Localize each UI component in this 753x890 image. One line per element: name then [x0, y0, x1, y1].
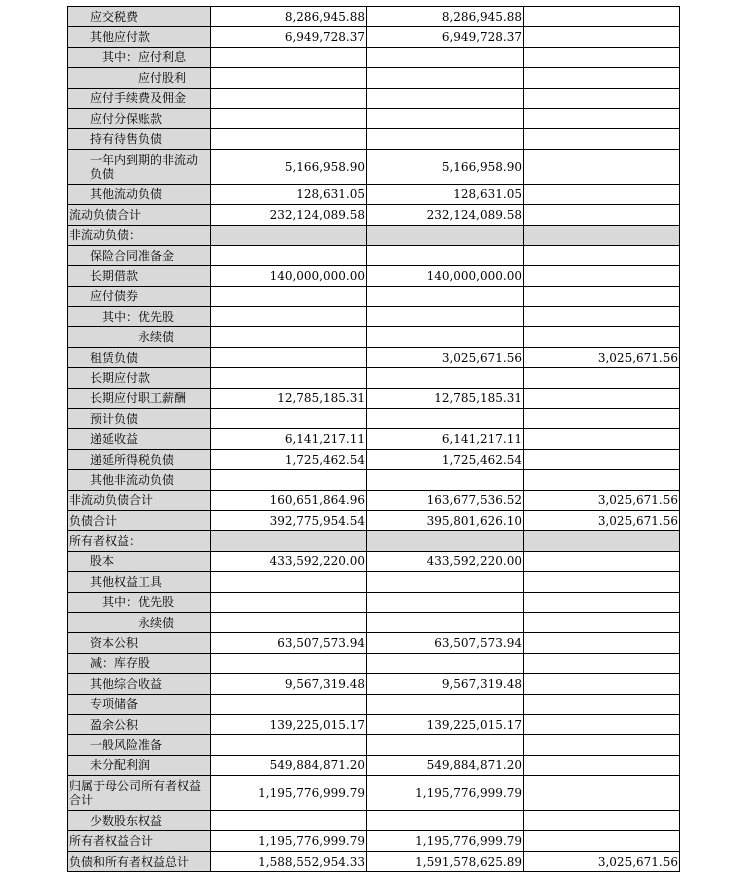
adjusted-value — [367, 286, 524, 306]
adjusted-value — [367, 307, 524, 327]
current-period-value — [211, 470, 367, 490]
adjusted-value: 5,166,958.90 — [367, 149, 524, 184]
table-row — [68, 633, 680, 653]
adjustment-value — [524, 572, 680, 592]
current-period-value: 392,775,954.54 — [211, 510, 367, 530]
adjusted-value — [367, 245, 524, 265]
row-label: 其他流动负债 — [68, 184, 211, 204]
current-period-value: 549,884,871.20 — [211, 755, 367, 775]
adjustment-value — [524, 776, 680, 811]
current-period-value — [211, 572, 367, 592]
table-row — [68, 409, 680, 429]
current-period-value — [211, 811, 367, 831]
adjustment-value — [524, 811, 680, 831]
current-period-value: 6,141,217.11 — [211, 429, 367, 449]
row-label: 预计负债 — [68, 409, 211, 429]
table-row — [68, 714, 680, 734]
row-label: 所有者权益： — [68, 531, 211, 551]
adjustment-value — [524, 735, 680, 755]
section-header-row — [68, 531, 680, 551]
adjusted-value — [367, 531, 524, 551]
adjustment-value — [524, 714, 680, 734]
row-label: 应付分保账款 — [68, 108, 211, 128]
table-row — [68, 68, 680, 88]
table-row — [68, 572, 680, 592]
current-period-value — [211, 245, 367, 265]
current-period-value — [211, 286, 367, 306]
current-period-value: 5,166,958.90 — [211, 149, 367, 184]
current-period-value — [211, 592, 367, 612]
table-row — [68, 184, 680, 204]
row-label: 长期借款 — [68, 266, 211, 286]
current-period-value: 139,225,015.17 — [211, 714, 367, 734]
row-label: 持有待售负债 — [68, 129, 211, 149]
row-label: 应付债券 — [68, 286, 211, 306]
adjusted-value: 6,949,728.37 — [367, 27, 524, 47]
table-row — [68, 108, 680, 128]
current-period-value — [211, 307, 367, 327]
adjustment-value — [524, 307, 680, 327]
table-row — [68, 674, 680, 694]
table-row — [68, 47, 680, 67]
table-row — [68, 368, 680, 388]
adjusted-value: 128,631.05 — [367, 184, 524, 204]
row-label: 长期应付职工薪酬 — [68, 388, 211, 408]
table-row — [68, 592, 680, 612]
row-label: 减：库存股 — [68, 653, 211, 673]
current-period-value: 1,195,776,999.79 — [211, 776, 367, 811]
current-period-value — [211, 409, 367, 429]
row-label: 永续债 — [68, 327, 211, 347]
table-row — [68, 129, 680, 149]
adjusted-value — [367, 368, 524, 388]
table-row — [68, 851, 680, 871]
adjusted-value: 549,884,871.20 — [367, 755, 524, 775]
adjustment-value — [524, 7, 680, 27]
table-row — [68, 307, 680, 327]
adjustment-value — [524, 755, 680, 775]
current-period-value: 1,195,776,999.79 — [211, 831, 367, 851]
adjustment-value — [524, 470, 680, 490]
adjustment-value — [524, 327, 680, 347]
current-period-value — [211, 694, 367, 714]
table-row — [68, 27, 680, 47]
adjustment-value — [524, 633, 680, 653]
adjusted-value: 63,507,573.94 — [367, 633, 524, 653]
current-period-value — [211, 225, 367, 245]
table-row — [68, 245, 680, 265]
adjustment-value — [524, 388, 680, 408]
row-label: 流动负债合计 — [68, 205, 211, 225]
current-period-value: 1,588,552,954.33 — [211, 851, 367, 871]
row-label: 其中：应付利息 — [68, 47, 211, 67]
row-label: 其中：优先股 — [68, 592, 211, 612]
current-period-value: 232,124,089.58 — [211, 205, 367, 225]
row-label: 递延收益 — [68, 429, 211, 449]
row-label: 归属于母公司所有者权益合计 — [68, 776, 211, 811]
current-period-value — [211, 653, 367, 673]
adjustment-value — [524, 531, 680, 551]
adjustment-value: 3,025,671.56 — [524, 347, 680, 367]
adjustment-value: 3,025,671.56 — [524, 490, 680, 510]
adjusted-value: 3,025,671.56 — [367, 347, 524, 367]
current-period-value — [211, 347, 367, 367]
current-period-value — [211, 108, 367, 128]
adjusted-value: 1,195,776,999.79 — [367, 776, 524, 811]
row-label: 其中：优先股 — [68, 307, 211, 327]
current-period-value — [211, 129, 367, 149]
row-label: 递延所得税负债 — [68, 449, 211, 469]
table-row — [68, 612, 680, 632]
table-row — [68, 149, 680, 184]
current-period-value: 1,725,462.54 — [211, 449, 367, 469]
adjusted-value — [367, 129, 524, 149]
adjustment-value — [524, 184, 680, 204]
adjusted-value — [367, 470, 524, 490]
adjustment-value — [524, 831, 680, 851]
table-row — [68, 429, 680, 449]
adjusted-value: 232,124,089.58 — [367, 205, 524, 225]
adjustment-value — [524, 592, 680, 612]
adjustment-value — [524, 266, 680, 286]
current-period-value: 128,631.05 — [211, 184, 367, 204]
row-label: 非流动负债合计 — [68, 490, 211, 510]
row-label: 盈余公积 — [68, 714, 211, 734]
adjustment-value — [524, 129, 680, 149]
current-period-value: 433,592,220.00 — [211, 551, 367, 571]
table-row — [68, 205, 680, 225]
adjusted-value: 1,591,578,625.89 — [367, 851, 524, 871]
row-label: 永续债 — [68, 612, 211, 632]
adjustment-value — [524, 47, 680, 67]
table-row — [68, 755, 680, 775]
row-label: 一年内到期的非流动负债 — [68, 149, 211, 184]
adjustment-value — [524, 286, 680, 306]
adjustment-value — [524, 449, 680, 469]
current-period-value — [211, 735, 367, 755]
row-label: 应付股利 — [68, 68, 211, 88]
row-label: 租赁负债 — [68, 347, 211, 367]
adjustment-value — [524, 245, 680, 265]
adjusted-value: 140,000,000.00 — [367, 266, 524, 286]
row-label: 少数股东权益 — [68, 811, 211, 831]
adjusted-value — [367, 572, 524, 592]
table-row — [68, 449, 680, 469]
adjustment-value — [524, 674, 680, 694]
adjustment-value — [524, 368, 680, 388]
row-label: 非流动负债： — [68, 225, 211, 245]
table-row — [68, 490, 680, 510]
table-row — [68, 694, 680, 714]
current-period-value — [211, 68, 367, 88]
table-row — [68, 327, 680, 347]
adjustment-value — [524, 205, 680, 225]
adjusted-value: 433,592,220.00 — [367, 551, 524, 571]
adjusted-value: 1,725,462.54 — [367, 449, 524, 469]
adjusted-value — [367, 108, 524, 128]
adjusted-value — [367, 612, 524, 632]
row-label: 资本公积 — [68, 633, 211, 653]
adjustment-value — [524, 653, 680, 673]
adjustment-value: 3,025,671.56 — [524, 510, 680, 530]
table-row — [68, 7, 680, 27]
current-period-value — [211, 612, 367, 632]
current-period-value: 12,785,185.31 — [211, 388, 367, 408]
adjusted-value: 163,677,536.52 — [367, 490, 524, 510]
adjusted-value — [367, 592, 524, 612]
table-row — [68, 266, 680, 286]
adjusted-value — [367, 88, 524, 108]
adjustment-value — [524, 694, 680, 714]
table-row — [68, 653, 680, 673]
table-row — [68, 388, 680, 408]
adjustment-value — [524, 108, 680, 128]
adjustment-value — [524, 27, 680, 47]
adjusted-value — [367, 811, 524, 831]
row-label: 负债合计 — [68, 510, 211, 530]
row-label: 保险合同准备金 — [68, 245, 211, 265]
adjustment-value — [524, 225, 680, 245]
table-row — [68, 510, 680, 530]
balance-sheet-table — [67, 6, 680, 872]
row-label: 所有者权益合计 — [68, 831, 211, 851]
table-row — [68, 470, 680, 490]
adjustment-value — [524, 149, 680, 184]
balance-sheet-body — [68, 7, 680, 872]
adjusted-value: 395,801,626.10 — [367, 510, 524, 530]
adjusted-value: 12,785,185.31 — [367, 388, 524, 408]
adjusted-value — [367, 653, 524, 673]
table-row — [68, 551, 680, 571]
table-row — [68, 776, 680, 811]
current-period-value: 160,651,864.96 — [211, 490, 367, 510]
current-period-value: 140,000,000.00 — [211, 266, 367, 286]
row-label: 其他非流动负债 — [68, 470, 211, 490]
adjusted-value: 9,567,319.48 — [367, 674, 524, 694]
adjusted-value — [367, 47, 524, 67]
table-row — [68, 88, 680, 108]
adjustment-value — [524, 409, 680, 429]
row-label: 长期应付款 — [68, 368, 211, 388]
adjusted-value — [367, 327, 524, 347]
row-label: 股本 — [68, 551, 211, 571]
table-row — [68, 735, 680, 755]
adjusted-value — [367, 694, 524, 714]
row-label: 负债和所有者权益总计 — [68, 851, 211, 871]
row-label: 其他应付款 — [68, 27, 211, 47]
row-label: 未分配利润 — [68, 755, 211, 775]
table-row — [68, 811, 680, 831]
adjustment-value: 3,025,671.56 — [524, 851, 680, 871]
row-label: 应交税费 — [68, 7, 211, 27]
adjusted-value: 8,286,945.88 — [367, 7, 524, 27]
current-period-value: 9,567,319.48 — [211, 674, 367, 694]
current-period-value: 8,286,945.88 — [211, 7, 367, 27]
adjustment-value — [524, 88, 680, 108]
adjusted-value — [367, 409, 524, 429]
table-row — [68, 347, 680, 367]
adjustment-value — [524, 68, 680, 88]
adjusted-value: 6,141,217.11 — [367, 429, 524, 449]
row-label: 一般风险准备 — [68, 735, 211, 755]
table-row — [68, 286, 680, 306]
row-label: 专项储备 — [68, 694, 211, 714]
current-period-value — [211, 531, 367, 551]
current-period-value — [211, 327, 367, 347]
adjusted-value — [367, 225, 524, 245]
adjustment-value — [524, 429, 680, 449]
current-period-value: 63,507,573.94 — [211, 633, 367, 653]
adjusted-value — [367, 735, 524, 755]
adjusted-value: 139,225,015.17 — [367, 714, 524, 734]
adjusted-value — [367, 68, 524, 88]
table-row — [68, 831, 680, 851]
row-label: 其他综合收益 — [68, 674, 211, 694]
adjusted-value: 1,195,776,999.79 — [367, 831, 524, 851]
section-header-row — [68, 225, 680, 245]
current-period-value — [211, 47, 367, 67]
row-label: 应付手续费及佣金 — [68, 88, 211, 108]
current-period-value: 6,949,728.37 — [211, 27, 367, 47]
adjustment-value — [524, 551, 680, 571]
adjustment-value — [524, 612, 680, 632]
row-label: 其他权益工具 — [68, 572, 211, 592]
current-period-value — [211, 368, 367, 388]
current-period-value — [211, 88, 367, 108]
